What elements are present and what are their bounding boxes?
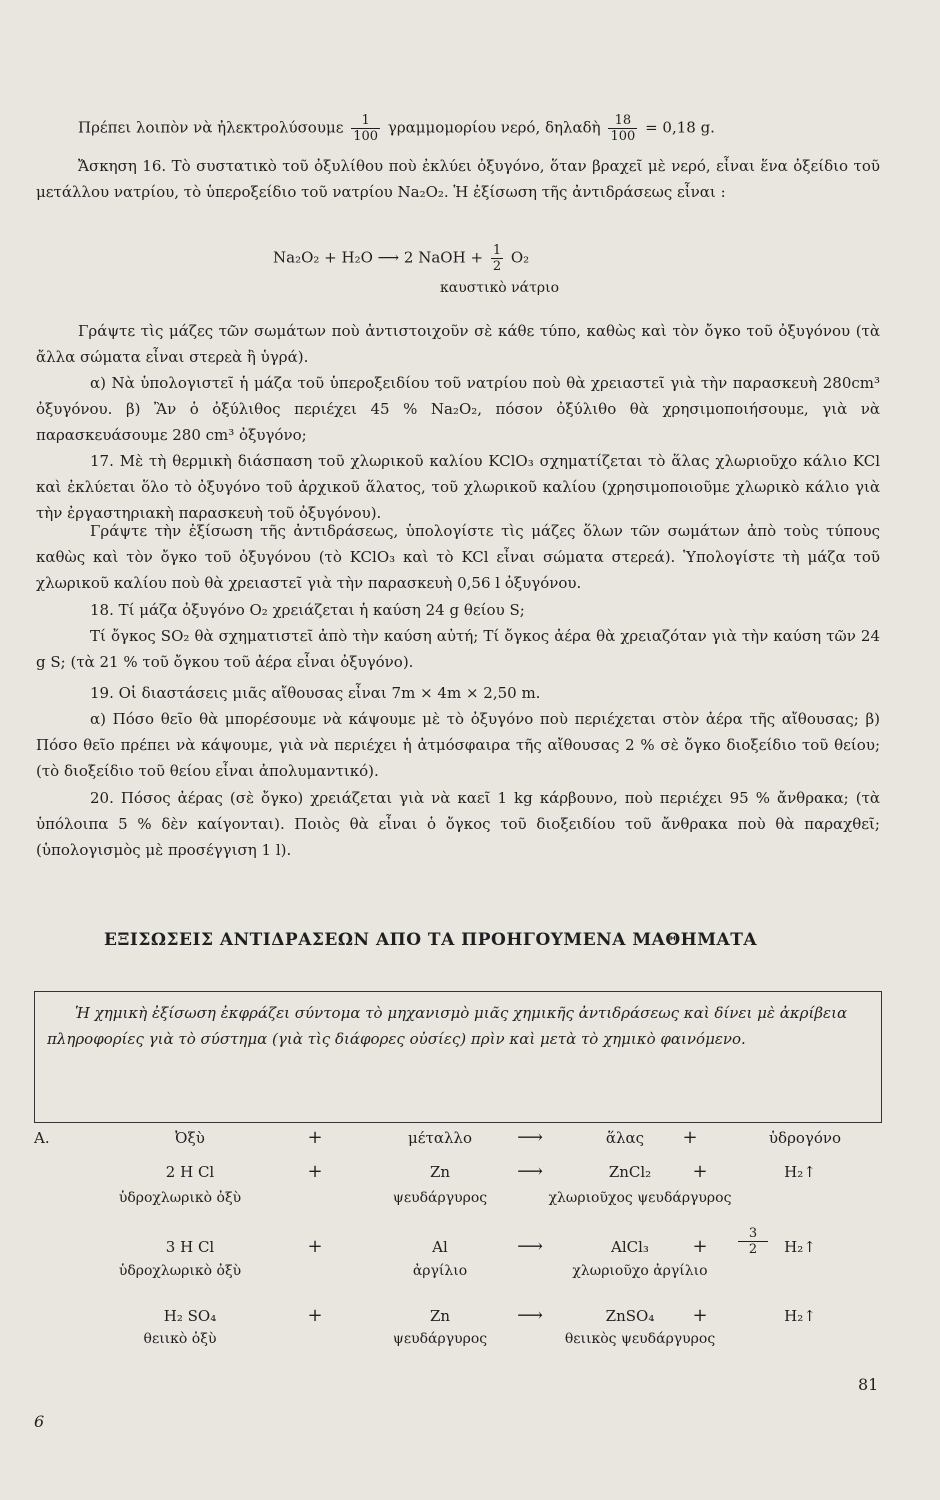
exercise-16-questions: α) Νὰ ὑπολογιστεῖ ἡ μάζα τοῦ ὑπεροξειδίου τοῦ νατρίου ποὺ θὰ χρειαστεῖ γιὰ τὴν παρασκευὴ 280cm³ ὀξυγόνου. β) Ἂν ὁ ὀξύλιθος περιέχει 45 % Na₂O₂, πόσον ὀξύλιθο θὰ χρησιμοποιήσουμε, γιὰ νὰ παρασκευάσουμε 280 cm³ ὀξυγόνο; <box>36 374 880 444</box>
equation-na2o2 <box>273 243 529 274</box>
exercise-18-intro: 18. Τί μάζα ὀξυγόνο O₂ χρειάζεται ἡ καύση 24 g θείου S; <box>90 601 525 619</box>
r3-metal-name: ψευδάργυρος <box>392 1331 488 1347</box>
equation-right: O₂ <box>510 248 530 267</box>
frac-num: 1 <box>492 243 502 258</box>
exercise-20: 20. Πόσος ἀέρας (σὲ ὄγκο) χρειάζεται γιὰ νὰ καεῖ 1 kg κάρβουνο, ποὺ περιέχει 95 % ἄνθρακα; (τὰ ὑπόλοιπα 5 % δὲν καίγονται). Ποιὸς θὰ εἶναι ὁ ὄγκος τοῦ διοξειδίου τοῦ ἄνθρακα ποὺ θὰ παραχθεῖ; (ὑπολογισμὸς μὲ προσέγγιση 1 l). <box>36 789 880 859</box>
r2-salt: AlCl₃ <box>611 1238 649 1256</box>
frac-num: 18 <box>608 113 637 129</box>
general-acid: Ὀξὺ <box>175 1129 205 1147</box>
r2-acid-name: ὑδροχλωρικὸ ὀξὺ <box>118 1263 242 1279</box>
arrow: ⟶ <box>517 1161 543 1182</box>
r1-gas: H₂↑ <box>784 1163 816 1181</box>
top-line-result: = 0,18 g. <box>645 118 715 137</box>
top-line-middle: γραμμομορίου νερό, δηλαδὴ <box>387 118 601 137</box>
r2-gas: H₂↑ <box>784 1238 816 1256</box>
r2-acid: 3 H Cl <box>165 1238 215 1256</box>
fraction-1-2 <box>491 243 503 274</box>
plus-sign: + <box>692 1236 708 1257</box>
r2-salt-name: χλωριοῦχο ἀργίλιο <box>572 1263 708 1279</box>
fraction-18-100 <box>608 113 637 144</box>
r1-salt: ZnCl₂ <box>608 1163 652 1181</box>
fraction-1-100 <box>351 113 380 144</box>
r1-metal: Zn <box>429 1163 451 1181</box>
plus-sign: + <box>682 1127 698 1148</box>
r1-salt-name: χλωριοῦχος ψευδάργυρος <box>548 1190 732 1206</box>
exercise-17-intro: 17. Μὲ τὴ θερμικὴ διάσπαση τοῦ χλωρικοῦ καλίου KClO₃ σχηματίζεται τὸ ἅλας χλωριοῦχο κάλιο KCl καὶ ἐκλύεται ὅλο τὸ ὀξυγόνο τοῦ ἀρχικοῦ ἅλατος, τοῦ χλωρικοῦ καλίου (χρησιμοποιοῦμε χλωρικὸ κάλιο γιὰ τὴν ἐργαστηριακὴ παρασκευὴ τοῦ ὀξυγόνου). <box>36 452 880 522</box>
r1-acid-name: ὑδροχλωρικὸ ὀξὺ <box>118 1190 242 1206</box>
arrow: ⟶ <box>517 1127 543 1148</box>
plus-sign: + <box>692 1161 708 1182</box>
frac-den: 100 <box>610 129 636 144</box>
r3-acid-name: θειικὸ ὀξὺ <box>143 1331 217 1347</box>
exercise-17-questions: Γράψτε τὴν ἐξίσωση τῆς ἀντιδράσεως, ὑπολογίστε τὶς μάζες ὅλων τῶν σωμάτων ἀπὸ τοὺς τύπους καθὼς καὶ τὸν ὄγκο τοῦ ὀξυγόνου (τὸ KClO₃ καὶ τὸ KCl εἶναι σώματα στερεά). Ὑπολογίστε τὴ μάζα τοῦ χλωρικοῦ καλίου ποὺ θὰ χρειαστεῖ γιὰ τὴν παρασκευὴ 0,56 l ὀξυγόνου. <box>36 522 880 592</box>
general-salt: ἅλας <box>605 1129 645 1147</box>
signature-mark: 6 <box>34 1412 45 1431</box>
r1-metal-name: ψευδάργυρος <box>392 1190 488 1206</box>
arrow: ⟶ <box>517 1236 543 1257</box>
r3-metal: Zn <box>429 1307 451 1325</box>
exercise-19-intro: 19. Οἱ διαστάσεις μιᾶς αἴθουσας εἶναι 7m × 4m × 2,50 m. <box>90 684 541 702</box>
exercise-18-questions: Τί ὄγκος SO₂ θὰ σχηματιστεῖ ἀπὸ τὴν καύση αὐτή; Τί ὄγκος ἀέρα θὰ χρειαζόταν γιὰ τὴν καύση τῶν 24 g S; (τὰ 21 % τοῦ ὄγκου τοῦ ἀέρα εἶναι ὀξυγόνο). <box>36 627 880 671</box>
fraction-3-2 <box>738 1226 768 1257</box>
exercise-16-instructions: Γράψτε τὶς μάζες τῶν σωμάτων ποὺ ἀντιστοιχοῦν σὲ κάθε τύπο, καθὼς καὶ τὸν ὄγκο τοῦ ὀξυγόνου (τὰ ἄλλα σώματα εἶναι στερεὰ ἢ ὑγρά). <box>36 322 880 366</box>
frac-den: 2 <box>748 1242 758 1257</box>
general-metal: μέταλλο <box>408 1129 472 1147</box>
exercise-19-questions: α) Πόσο θεῖο θὰ μπορέσουμε νὰ κάψουμε μὲ τὸ ὀξυγόνο ποὺ περιέχεται στὸν ἀέρα τῆς αἴθουσας; β) Πόσο θεῖο πρέπει νὰ κάψουμε, γιὰ νὰ περιέχει ἡ ἀτμόσφαιρα τῆς αἴθουσας 2 % σὲ ὄγκο διοξείδιο τοῦ θείου; (τὸ διοξείδιο τοῦ θείου εἶναι ἀπολυμαντικό). <box>36 710 880 780</box>
equation-label: καυστικὸ νάτριο <box>440 280 559 296</box>
page-number: 81 <box>858 1375 879 1394</box>
plus-sign: + <box>307 1161 323 1182</box>
r2-metal: Al <box>432 1238 448 1256</box>
definition-text: Ἡ χημικὴ ἐξίσωση ἐκφράζει σύντομα τὸ μηχανισμὸ μιᾶς χημικῆς ἀντιδράσεως καὶ δίνει μὲ ἀκρίβεια πληροφορίες γιὰ τὸ σύστημα (γιὰ τὶς διάφορες οὐσίες) πρὶν καὶ μετὰ τὸ χημικὸ φαινόμενο. <box>47 1004 848 1048</box>
top-line <box>78 113 715 144</box>
plus-sign: + <box>307 1127 323 1148</box>
r3-salt-name: θειικὸς ψευδάργυρος <box>564 1331 716 1347</box>
frac-den: 100 <box>353 129 379 144</box>
frac-den: 2 <box>492 259 502 274</box>
plus-sign: + <box>307 1236 323 1257</box>
arrow: ⟶ <box>517 1305 543 1326</box>
definition-box <box>34 991 882 1123</box>
equation-left: Na₂O₂ + H₂O ⟶ 2 NaOH + <box>273 248 484 267</box>
top-line-prefix: Πρέπει λοιπὸν νὰ ἠλεκτρολύσουμε <box>78 118 344 137</box>
frac-num: 3 <box>738 1226 768 1242</box>
r3-acid: H₂ SO₄ <box>163 1307 217 1325</box>
r3-gas: H₂↑ <box>784 1307 816 1325</box>
plus-sign: + <box>692 1305 708 1326</box>
exercise-16-intro: Ἄσκηση 16. Τὸ συστατικὸ τοῦ ὀξυλίθου ποὺ ἐκλύει ὀξυγόνο, ὅταν βραχεῖ μὲ νερό, εἶναι ἕνα ὀξείδιο τοῦ μετάλλου νατρίου, τὸ ὑπεροξείδιο τοῦ νατρίου Na₂O₂. Ἡ ἐξίσωση τῆς ἀντιδράσεως εἶναι : <box>36 157 880 201</box>
section-heading: ΕΞΙΣΩΣΕΙΣ ΑΝΤΙΔΡΑΣΕΩΝ ΑΠΟ ΤΑ ΠΡΟΗΓΟΥΜΕΝΑ ΜΑΘΗΜΑΤΑ <box>104 930 758 950</box>
plus-sign: + <box>307 1305 323 1326</box>
r2-metal-name: ἀργίλιο <box>412 1263 468 1279</box>
frac-num: 1 <box>351 113 380 129</box>
reaction-section-label: A. <box>34 1129 50 1147</box>
r3-salt: ZnSO₄ <box>605 1307 655 1325</box>
general-gas: ὑδρογόνο <box>768 1129 842 1147</box>
r1-acid: 2 H Cl <box>165 1163 215 1181</box>
